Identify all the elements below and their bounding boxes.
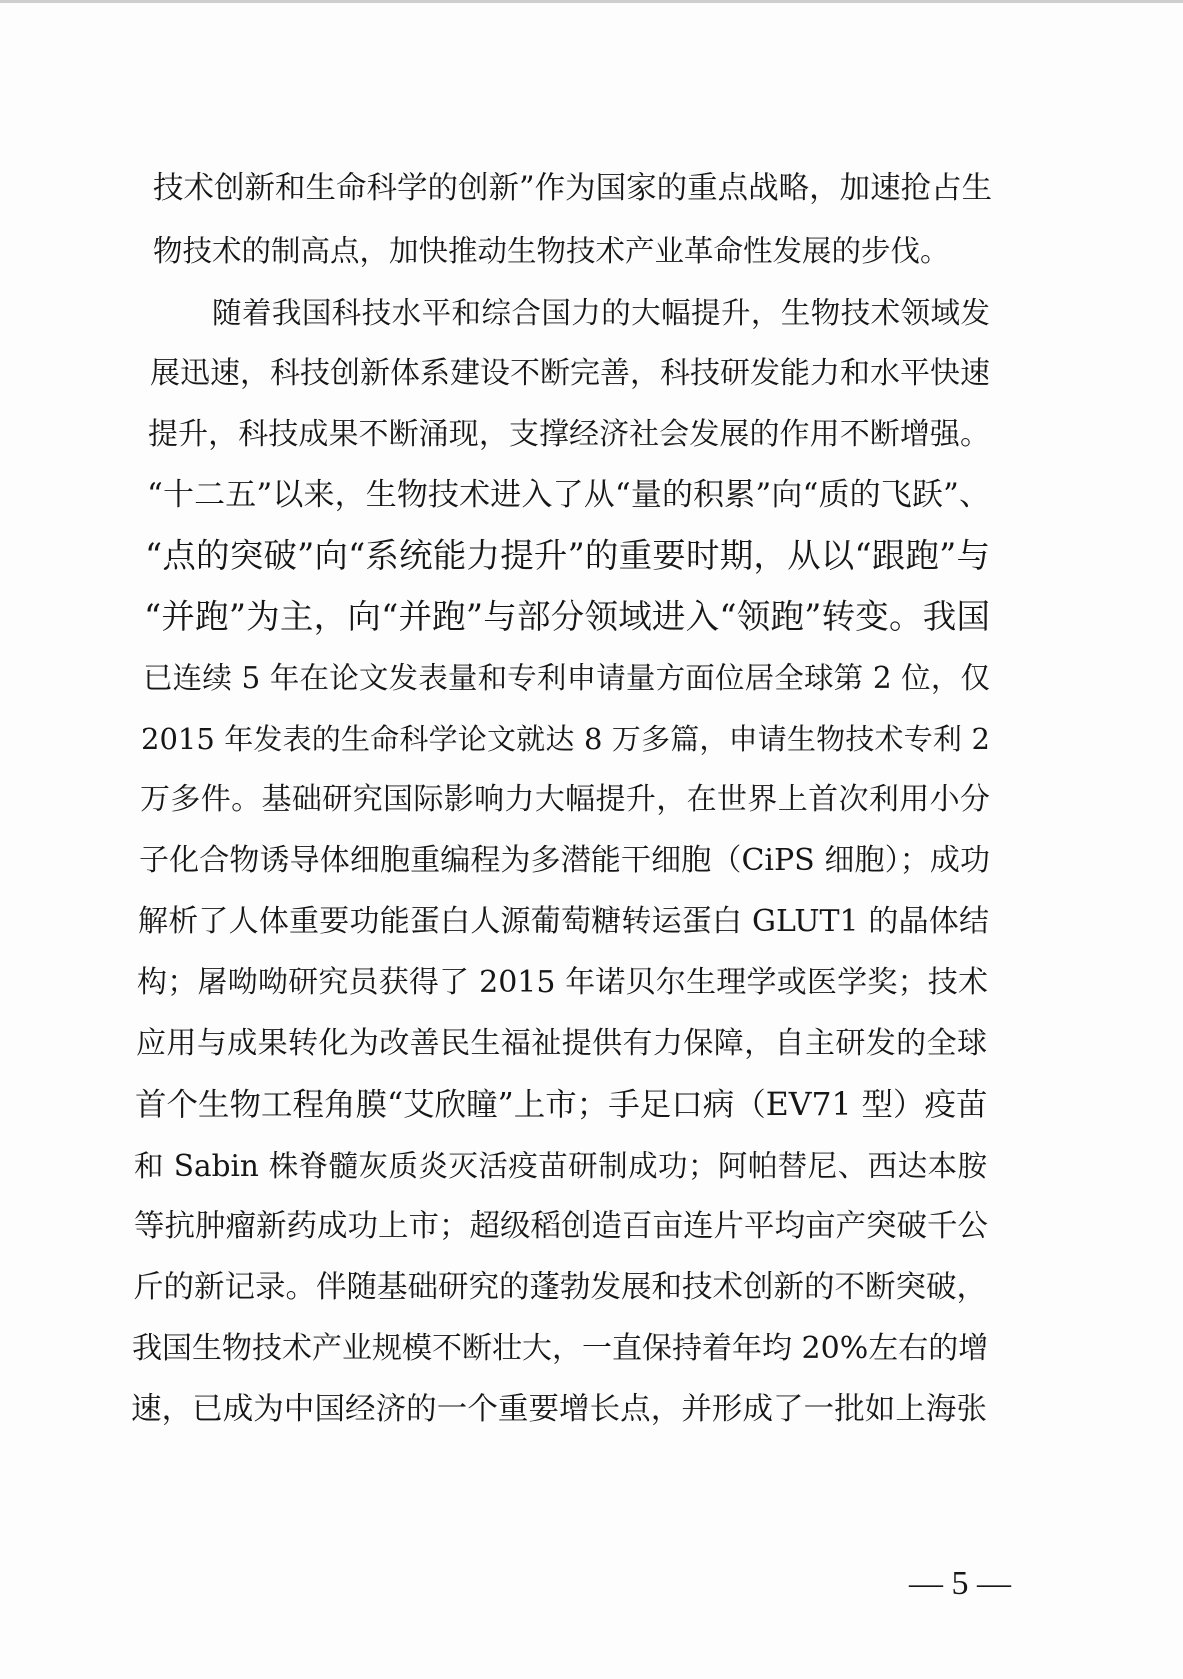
text-line: 构；屠呦呦研究员获得了 2015 年诺贝尔生理学或医学奖；技术 (137, 965, 988, 1000)
text-line: 提升，科技成果不断涌现，支撑经济社会发展的作用不断增强。 (148, 417, 990, 452)
text-line: 技术创新和生命科学的创新”作为国家的重点战略，加速抢占生 (153, 171, 993, 206)
text-line: 展迅速，科技创新体系建设不断完善，科技研发能力和水平快速 (150, 356, 990, 391)
text-line: “十二五”以来，生物技术进入了从“量的积累”向“质的飞跃”、 (147, 477, 990, 513)
page-number: — 5 — (909, 1565, 1011, 1602)
text-line: 应用与成果转化为改善民生福祉提供有力保障，自主研发的全球 (136, 1026, 987, 1061)
text-line: “并跑”为主，向“并跑”与部分领域进入“领跑”转变。我国 (144, 597, 990, 636)
text-line: 和 Sabin 株脊髓灰质炎灭活疫苗研制成功；阿帕替尼、西达本胺 (134, 1149, 987, 1183)
text-line: 解析了人体重要功能蛋白人源葡萄糖转运蛋白 GLUT1 的晶体结 (138, 904, 989, 939)
text-line: 万多件。基础研究国际影响力大幅提升，在世界上首次利用小分 (140, 782, 990, 817)
text-line: 子化合物诱导体细胞重编程为多潜能干细胞（CiPS 细胞）；成功 (139, 843, 990, 878)
text-line: 我国生物技术产业规模不断壮大，一直保持着年均 20%左右的增 (132, 1331, 989, 1366)
text-line: 已连续 5 年在论文发表量和专利申请量方面位居全球第 2 位，仅 (143, 661, 990, 695)
text-line: 物技术的制高点，加快推动生物技术产业革命性发展的步伐。 (153, 234, 950, 268)
page-top-edge (0, 0, 1183, 3)
paragraph-first-line: 随着我国科技水平和综合国力的大幅提升，生物技术领域发 (212, 296, 990, 330)
text-line: 速，已成为中国经济的一个重要增长点，并形成了一批如上海张 (131, 1392, 987, 1427)
text-line: 首个生物工程角膜“艾欣瞳”上市；手足口病（EV71 型）疫苗 (135, 1087, 988, 1123)
text-line: 等抗肿瘤新药成功上市；超级稻创造百亩连片平均亩产突破千公 (134, 1209, 988, 1244)
text-line: 2015 年发表的生命科学论文就达 8 万多篇，申请生物技术专利 2 (141, 722, 990, 756)
text-line: “点的突破”向“系统能力提升”的重要时期，从以“跟跑”与 (145, 536, 990, 575)
text-line: 斤的新记录。伴随基础研究的蓬勃发展和技术创新的不断突破， (133, 1270, 987, 1305)
